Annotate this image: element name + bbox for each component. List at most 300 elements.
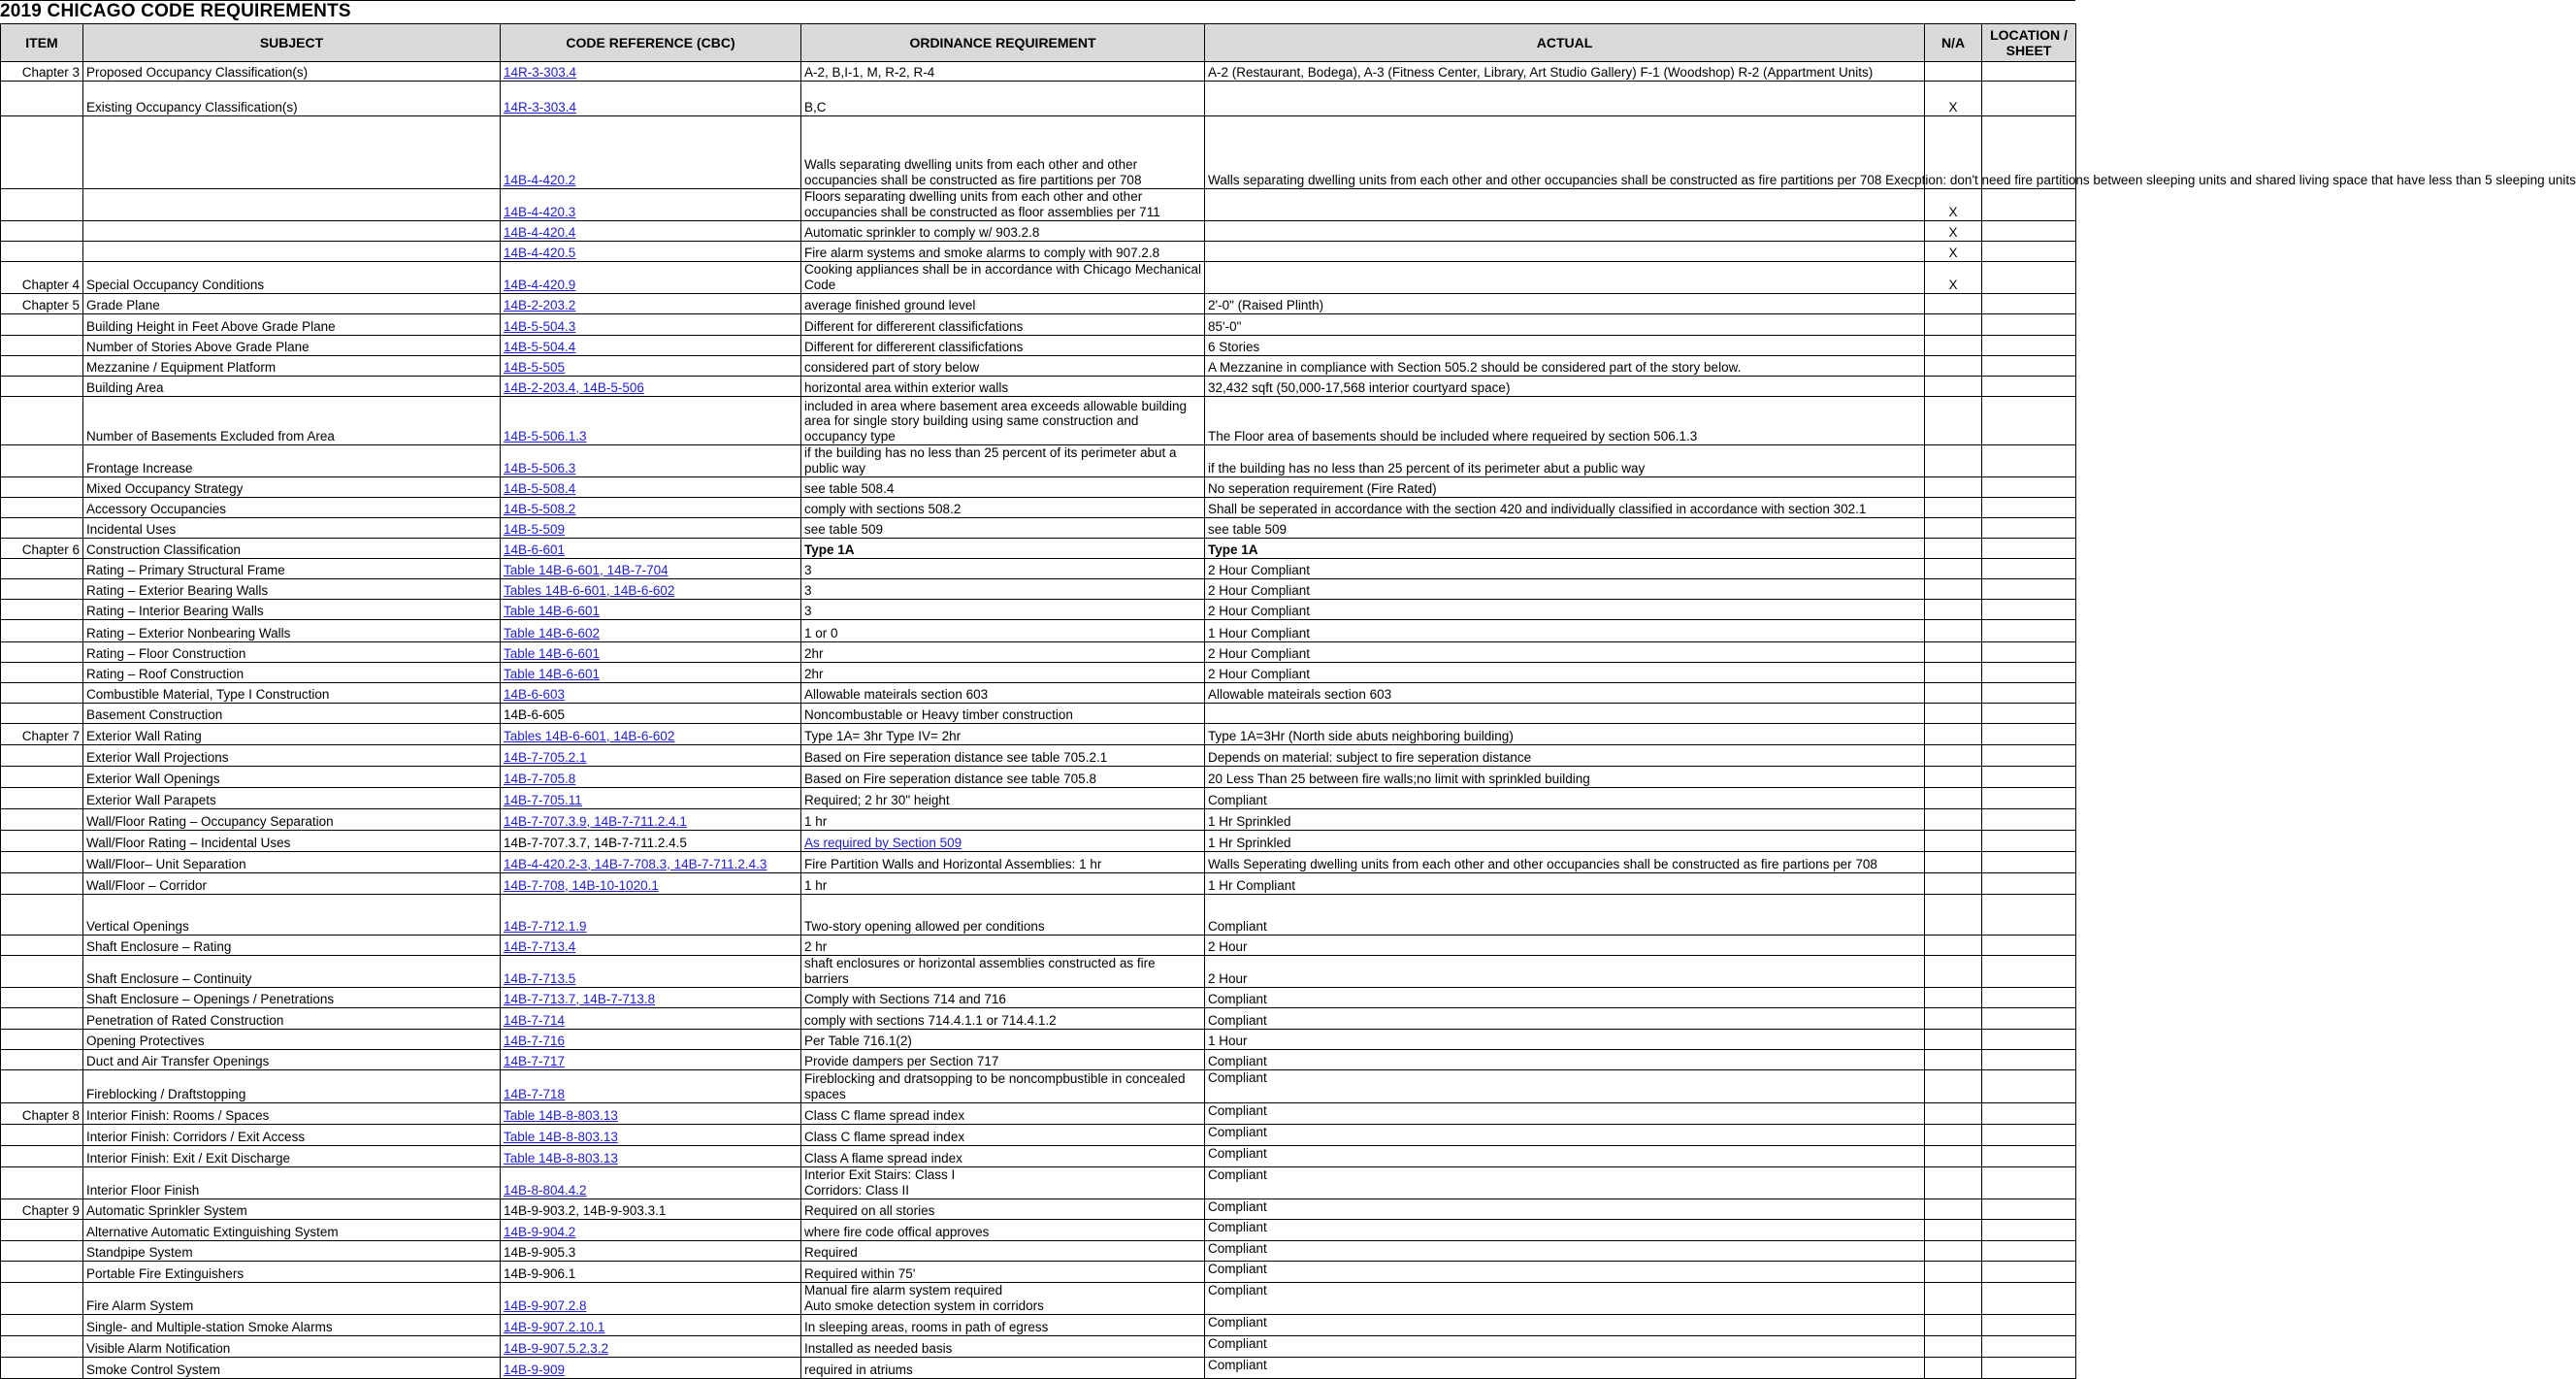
code-reference-text: 14B-9-906.1	[504, 1265, 576, 1281]
ordinance-cell	[801, 1220, 1205, 1241]
table-body	[1, 62, 2576, 1379]
subject-label: Smoke Control System	[86, 1362, 221, 1377]
actual-cell	[1205, 683, 1925, 704]
subject-label: Shaft Enclosure – Openings / Penetrations	[86, 991, 335, 1006]
ordinance-text: Cooking appliances shall be in accordance with Chicago Mechanical Code	[804, 262, 1201, 292]
na-cell	[1925, 956, 1982, 988]
table-row	[1, 262, 2076, 294]
code-reference-link[interactable]: 14B-9-907.5.2.3.2	[504, 1340, 609, 1356]
table-row	[1, 356, 2076, 377]
subject-label: Fire Alarm System	[86, 1297, 194, 1313]
actual-cell	[1205, 539, 1925, 559]
table-row	[1, 895, 2076, 936]
subject-cell	[83, 1315, 501, 1336]
subject-cell	[83, 539, 501, 559]
code-reference-cell	[501, 1220, 801, 1241]
na-cell	[1925, 767, 1982, 788]
code-reference-cell	[501, 1125, 801, 1146]
na-cell	[1925, 1283, 1982, 1315]
ordinance-cell	[801, 767, 1205, 788]
code-requirements-table	[0, 23, 2576, 1379]
table-row	[1, 1008, 2076, 1030]
ordinance-cell	[801, 809, 1205, 831]
location-sheet-cell	[1982, 1103, 2076, 1125]
table-row	[1, 1199, 2076, 1220]
table-row	[1, 1262, 2076, 1283]
subject-label: Building Area	[86, 379, 164, 395]
na-cell	[1925, 62, 1982, 82]
na-cell	[1925, 1315, 1982, 1336]
location-sheet-cell	[1982, 356, 2076, 377]
ordinance-cell	[801, 895, 1205, 936]
location-sheet-cell	[1982, 539, 2076, 559]
actual-text: 32,432 sqft (50,000-17,568 interior courtyard space)	[1208, 379, 1511, 395]
ordinance-cell	[801, 477, 1205, 498]
ordinance-cell	[801, 704, 1205, 724]
actual-cell	[1205, 620, 1925, 642]
ordinance-text: Different for differerent classificfations	[804, 339, 1024, 354]
code-reference-cell	[501, 1315, 801, 1336]
code-reference-link[interactable]: 14B-7-713.4	[504, 938, 576, 954]
ordinance-cell	[801, 1241, 1205, 1262]
code-reference-text: 14B-9-903.2, 14B-9-903.3.1	[504, 1202, 667, 1218]
actual-cell	[1205, 956, 1925, 988]
code-reference-link[interactable]: 14B-4-420.2	[504, 172, 576, 187]
code-reference-link[interactable]: 14B-2-203.4, 14B-5-506	[504, 379, 644, 395]
code-reference-cell	[501, 809, 801, 831]
location-sheet-cell	[1982, 1199, 2076, 1220]
actual-text: Walls separating dwelling units from each other and other occupancies shall be constructed as fire partitions per 708 Execption: don't need fire partitions between sleeping units and shared living space that have less than 5 sleeping units	[1208, 172, 2576, 187]
actual-cell	[1205, 189, 1925, 221]
location-sheet-cell	[1982, 294, 2076, 314]
table-row	[1, 1146, 2076, 1167]
ordinance-text: Different for differerent classificfations	[804, 318, 1024, 334]
subject-label: Combustible Material, Type I Construction	[86, 686, 330, 702]
location-sheet-cell	[1982, 895, 2076, 936]
code-reference-link[interactable]: 14B-5-508.4	[504, 480, 576, 496]
code-reference-link[interactable]: 14B-5-504.3	[504, 318, 576, 334]
actual-cell	[1205, 477, 1925, 498]
ordinance-cell	[801, 189, 1205, 221]
item-cell	[1, 377, 83, 397]
header-actual: ACTUAL	[1205, 24, 1925, 62]
na-mark: X	[1948, 245, 1958, 260]
code-reference-link[interactable]: 14B-4-420.5	[504, 245, 576, 260]
ordinance-cell	[801, 314, 1205, 336]
actual-text: 2 Hour Compliant	[1208, 603, 1311, 618]
na-cell	[1925, 1220, 1982, 1241]
item-cell	[1, 189, 83, 221]
ordinance-cell	[801, 852, 1205, 873]
subject-label: Wall/Floor – Corridor	[86, 877, 208, 893]
subject-cell	[83, 336, 501, 356]
ordinance-cell	[801, 724, 1205, 745]
actual-text: A Mezzanine in compliance with Section 505.2 should be considered part of the story below.	[1208, 359, 1742, 375]
subject-cell	[83, 498, 501, 518]
na-cell	[1925, 663, 1982, 683]
subject-label: Interior Floor Finish	[86, 1182, 200, 1198]
code-reference-link[interactable]: 14B-9-909	[504, 1362, 566, 1377]
code-reference-cell	[501, 873, 801, 895]
subject-label: Vertical Openings	[86, 918, 189, 934]
na-cell	[1925, 356, 1982, 377]
ordinance-text: Floors separating dwelling units from each other and other occupancies shall be constructed as floor assemblies per 711	[804, 189, 1160, 219]
code-reference-link[interactable]: Table 14B-6-601	[504, 666, 601, 681]
item-cell	[1, 767, 83, 788]
item-cell	[1, 1125, 83, 1146]
subject-label: Exterior Wall Openings	[86, 771, 220, 786]
actual-text: Type 1A=3Hr (North side abuts neighboring building)	[1208, 728, 1514, 743]
item-cell	[1, 1030, 83, 1050]
table-row	[1, 559, 2076, 579]
code-reference-cell	[501, 1358, 801, 1379]
subject-cell	[83, 1262, 501, 1283]
item-label: Chapter 9	[21, 1202, 80, 1218]
ordinance-text: 2hr	[804, 645, 824, 661]
item-cell	[1, 852, 83, 873]
code-reference-link[interactable]: 14B-7-713.7, 14B-7-713.8	[504, 991, 656, 1006]
actual-text: Compliant	[1208, 792, 1267, 807]
code-reference-cell	[501, 1262, 801, 1283]
ordinance-cell	[801, 1070, 1205, 1103]
item-cell	[1, 1283, 83, 1315]
ordinance-text: Noncombustable or Heavy timber construction	[804, 706, 1073, 722]
actual-text: Compliant	[1208, 1315, 1267, 1330]
location-sheet-cell	[1982, 956, 2076, 988]
item-cell	[1, 809, 83, 831]
location-sheet-cell	[1982, 988, 2076, 1008]
table-row	[1, 377, 2076, 397]
subject-cell	[83, 767, 501, 788]
location-sheet-cell	[1982, 1262, 2076, 1283]
table-row	[1, 62, 2076, 82]
code-reference-link[interactable]: Table 14B-6-602	[504, 625, 601, 640]
ordinance-cell	[801, 1008, 1205, 1030]
ordinance-cell	[801, 1167, 1205, 1199]
code-reference-link[interactable]: Table 14B-6-601	[504, 645, 601, 661]
header-row	[1, 24, 2076, 62]
actual-text: 1 Hr Sprinkled	[1208, 813, 1291, 829]
code-reference-link[interactable]: 14B-9-904.2	[504, 1224, 576, 1239]
actual-text: No seperation requirement (Fire Rated)	[1208, 480, 1437, 496]
location-sheet-cell	[1982, 1125, 2076, 1146]
ordinance-cell	[801, 663, 1205, 683]
table-row	[1, 1220, 2076, 1241]
code-reference-link[interactable]: Table 14B-8-803.13	[504, 1107, 618, 1123]
ordinance-cell	[801, 294, 1205, 314]
item-cell	[1, 1167, 83, 1199]
location-sheet-cell	[1982, 1315, 2076, 1336]
code-reference-link[interactable]: 14B-5-509	[504, 521, 566, 537]
code-reference-link[interactable]: 14B-5-506.3	[504, 460, 576, 476]
table-row	[1, 1241, 2076, 1262]
location-sheet-cell	[1982, 663, 2076, 683]
item-cell	[1, 831, 83, 852]
ordinance-text: Installed as needed basis	[804, 1340, 953, 1356]
code-reference-cell	[501, 831, 801, 852]
ordinance-cell	[801, 642, 1205, 663]
ordinance-text: Two-story opening allowed per conditions	[804, 918, 1045, 934]
item-cell	[1, 242, 83, 262]
actual-cell	[1205, 988, 1925, 1008]
subject-cell	[83, 1125, 501, 1146]
actual-cell	[1205, 397, 1925, 445]
code-reference-cell	[501, 262, 801, 294]
na-cell	[1925, 445, 1982, 477]
item-cell	[1, 539, 83, 559]
ordinance-text: considered part of story below	[804, 359, 980, 375]
table-row	[1, 116, 2076, 189]
actual-cell	[1205, 294, 1925, 314]
ordinance-link[interactable]: As required by Section 509	[804, 835, 962, 850]
subject-cell	[83, 852, 501, 873]
item-cell	[1, 336, 83, 356]
na-cell	[1925, 809, 1982, 831]
actual-cell	[1205, 663, 1925, 683]
actual-cell	[1205, 242, 1925, 262]
subject-label: Portable Fire Extinguishers	[86, 1265, 245, 1281]
actual-text: 2 Hour Compliant	[1208, 666, 1311, 681]
item-cell	[1, 1199, 83, 1220]
subject-label: Visible Alarm Notification	[86, 1340, 231, 1356]
actual-text: 2 Hour Compliant	[1208, 582, 1311, 598]
location-sheet-cell	[1982, 1146, 2076, 1167]
code-reference-cell	[501, 498, 801, 518]
code-reference-link[interactable]: Tables 14B-6-601, 14B-6-602	[504, 728, 675, 743]
location-sheet-cell	[1982, 579, 2076, 600]
subject-cell	[83, 620, 501, 642]
subject-cell	[83, 189, 501, 221]
code-reference-cell	[501, 663, 801, 683]
na-cell	[1925, 1050, 1982, 1070]
location-sheet-cell	[1982, 242, 2076, 262]
location-sheet-cell	[1982, 1008, 2076, 1030]
code-reference-cell	[501, 895, 801, 936]
ordinance-text: horizontal area within exterior walls	[804, 379, 1009, 395]
code-reference-link[interactable]: 14B-7-716	[504, 1033, 566, 1048]
location-sheet-cell	[1982, 767, 2076, 788]
ordinance-text: Manual fire alarm system required Auto smoke detection system in corridors	[804, 1283, 1044, 1313]
subject-label: Interior Finish: Rooms / Spaces	[86, 1107, 270, 1123]
table-row	[1, 956, 2076, 988]
code-reference-link[interactable]: 14B-7-714	[504, 1012, 566, 1028]
subject-cell	[83, 62, 501, 82]
subject-label: Exterior Wall Rating	[86, 728, 202, 743]
actual-text: Compliant	[1208, 1283, 1267, 1297]
subject-cell	[83, 956, 501, 988]
subject-label: Exterior Wall Projections	[86, 749, 229, 765]
item-cell	[1, 559, 83, 579]
subject-label: Interior Finish: Corridors / Exit Access	[86, 1129, 306, 1144]
subject-cell	[83, 788, 501, 809]
actual-cell	[1205, 1199, 1925, 1220]
actual-cell	[1205, 936, 1925, 956]
na-cell	[1925, 314, 1982, 336]
ordinance-text: Type 1A= 3hr Type IV= 2hr	[804, 728, 962, 743]
actual-text: Compliant	[1208, 918, 1267, 934]
location-sheet-cell	[1982, 642, 2076, 663]
actual-text: Compliant	[1208, 1336, 1267, 1351]
ordinance-text: Required within 75'	[804, 1265, 916, 1281]
code-reference-link[interactable]: Table 14B-8-803.13	[504, 1150, 618, 1166]
actual-cell	[1205, 1103, 1925, 1125]
ordinance-text: Required	[804, 1244, 858, 1260]
subject-label: Proposed Occupancy Classification(s)	[86, 64, 309, 80]
actual-text: Compliant	[1208, 1199, 1267, 1214]
na-mark: X	[1948, 224, 1958, 240]
actual-cell	[1205, 1241, 1925, 1262]
actual-text: 1 Hr Compliant	[1208, 877, 1296, 893]
na-cell	[1925, 336, 1982, 356]
subject-cell	[83, 724, 501, 745]
location-sheet-cell	[1982, 1283, 2076, 1315]
code-reference-link[interactable]: 14B-6-601	[504, 542, 566, 557]
actual-cell	[1205, 221, 1925, 242]
na-cell	[1925, 1167, 1982, 1199]
subject-label: Building Height in Feet Above Grade Plane	[86, 318, 336, 334]
code-reference-link[interactable]: 14R-3-303.4	[504, 99, 577, 115]
actual-cell	[1205, 873, 1925, 895]
actual-cell	[1205, 1220, 1925, 1241]
actual-cell	[1205, 445, 1925, 477]
table-row	[1, 1336, 2076, 1358]
actual-text: The Floor area of basements should be included where requeired by section 506.1.3	[1208, 428, 1698, 443]
subject-cell	[83, 936, 501, 956]
code-reference-link[interactable]: 14B-5-508.2	[504, 501, 576, 516]
item-cell	[1, 788, 83, 809]
ordinance-cell	[801, 831, 1205, 852]
code-reference-link[interactable]: 14B-9-907.2.10.1	[504, 1319, 605, 1334]
code-reference-link[interactable]: 14B-7-707.3.9, 14B-7-711.2.4.1	[504, 813, 687, 829]
code-reference-link[interactable]: 14B-7-717	[504, 1053, 566, 1068]
subject-cell	[83, 116, 501, 189]
item-cell	[1, 294, 83, 314]
code-reference-link[interactable]: Table 14B-6-601	[504, 603, 601, 618]
table-row	[1, 936, 2076, 956]
ordinance-text: Based on Fire seperation distance see table 705.2.1	[804, 749, 1108, 765]
ordinance-cell	[801, 1146, 1205, 1167]
code-reference-link[interactable]: 14B-7-708, 14B-10-1020.1	[504, 877, 659, 893]
subject-label: Interior Finish: Exit / Exit Discharge	[86, 1150, 291, 1166]
ordinance-text: 3	[804, 562, 812, 577]
actual-cell	[1205, 642, 1925, 663]
code-reference-link[interactable]: 14B-7-705.8	[504, 771, 576, 786]
na-mark: X	[1948, 277, 1958, 292]
subject-cell	[83, 82, 501, 116]
table-row	[1, 988, 2076, 1008]
code-reference-cell	[501, 242, 801, 262]
subject-label: Existing Occupancy Classification(s)	[86, 99, 298, 115]
code-reference-cell	[501, 1336, 801, 1358]
code-reference-link[interactable]: 14B-7-712.1.9	[504, 918, 587, 934]
code-reference-cell	[501, 445, 801, 477]
code-reference-cell	[501, 724, 801, 745]
ordinance-cell	[801, 242, 1205, 262]
actual-text: Compliant	[1208, 1053, 1267, 1068]
subject-label: Frontage Increase	[86, 460, 193, 476]
item-cell	[1, 936, 83, 956]
location-sheet-cell	[1982, 314, 2076, 336]
item-cell	[1, 116, 83, 189]
table-row	[1, 788, 2076, 809]
code-reference-link[interactable]: 14B-9-907.2.8	[504, 1297, 587, 1313]
code-reference-link[interactable]: 14B-5-505	[504, 359, 566, 375]
code-reference-link[interactable]: 14B-4-420.9	[504, 277, 576, 292]
ordinance-text: Class A flame spread index	[804, 1150, 962, 1166]
code-reference-link[interactable]: 14B-7-718	[504, 1086, 566, 1101]
actual-text: Compliant	[1208, 1146, 1267, 1161]
location-sheet-cell	[1982, 62, 2076, 82]
subject-label: Penetration of Rated Construction	[86, 1012, 284, 1028]
code-reference-link[interactable]: 14B-4-420.3	[504, 204, 576, 219]
item-cell	[1, 1103, 83, 1125]
table-row	[1, 518, 2076, 539]
subject-cell	[83, 1283, 501, 1315]
actual-cell	[1205, 1167, 1925, 1199]
code-reference-link[interactable]: 14B-4-420.4	[504, 224, 576, 240]
item-cell	[1, 1336, 83, 1358]
na-cell	[1925, 852, 1982, 873]
code-reference-link[interactable]: 14B-8-804.4.2	[504, 1182, 587, 1198]
actual-cell	[1205, 600, 1925, 620]
code-reference-link[interactable]: 14B-7-705.11	[504, 792, 582, 807]
code-reference-cell	[501, 767, 801, 788]
item-label: Chapter 8	[21, 1107, 80, 1123]
code-reference-link[interactable]: 14B-5-504.4	[504, 339, 576, 354]
actual-text: 85'-0"	[1208, 318, 1242, 334]
ordinance-cell	[801, 262, 1205, 294]
na-cell	[1925, 745, 1982, 767]
item-cell	[1, 356, 83, 377]
actual-cell	[1205, 1008, 1925, 1030]
code-reference-link[interactable]: Tables 14B-6-601, 14B-6-602	[504, 582, 675, 598]
code-reference-link[interactable]: 14B-6-603	[504, 686, 566, 702]
ordinance-text: Type 1A	[804, 542, 855, 557]
item-cell	[1, 745, 83, 767]
subject-cell	[83, 1358, 501, 1379]
subject-label: Wall/Floor– Unit Separation	[86, 856, 246, 871]
code-reference-link[interactable]: 14B-7-713.5	[504, 970, 576, 986]
ordinance-text: included in area where basement area exceeds allowable building area for single story building using same construction and occupancy type	[804, 398, 1188, 443]
ordinance-text: see table 509	[804, 521, 884, 537]
code-reference-link[interactable]: 14B-4-420.2-3, 14B-7-708.3, 14B-7-711.2.4.3	[504, 856, 767, 871]
code-reference-link[interactable]: 14B-7-705.2.1	[504, 749, 587, 765]
ordinance-cell	[801, 116, 1205, 189]
actual-text: Allowable mateirals section 603	[1208, 686, 1392, 702]
subject-cell	[83, 518, 501, 539]
actual-cell	[1205, 62, 1925, 82]
actual-cell	[1205, 262, 1925, 294]
subject-label: Special Occupancy Conditions	[86, 277, 265, 292]
subject-cell	[83, 704, 501, 724]
actual-cell	[1205, 831, 1925, 852]
code-reference-link[interactable]: Table 14B-8-803.13	[504, 1129, 618, 1144]
actual-text: Type 1A	[1208, 542, 1258, 557]
code-reference-cell	[501, 356, 801, 377]
actual-cell	[1205, 559, 1925, 579]
na-cell	[1925, 1358, 1982, 1379]
code-reference-link[interactable]: Table 14B-6-601, 14B-7-704	[504, 562, 668, 577]
location-sheet-cell	[1982, 1167, 2076, 1199]
table-row	[1, 704, 2076, 724]
subject-label: Single- and Multiple-station Smoke Alarms	[86, 1319, 333, 1334]
subject-label: Accessory Occupancies	[86, 501, 227, 516]
code-reference-link[interactable]: 14B-2-203.2	[504, 297, 576, 312]
code-reference-link[interactable]: 14R-3-303.4	[504, 64, 577, 80]
code-reference-link[interactable]: 14B-5-506.1.3	[504, 428, 587, 443]
ordinance-cell	[801, 1050, 1205, 1070]
ordinance-text: where fire code offical approves	[804, 1224, 990, 1239]
